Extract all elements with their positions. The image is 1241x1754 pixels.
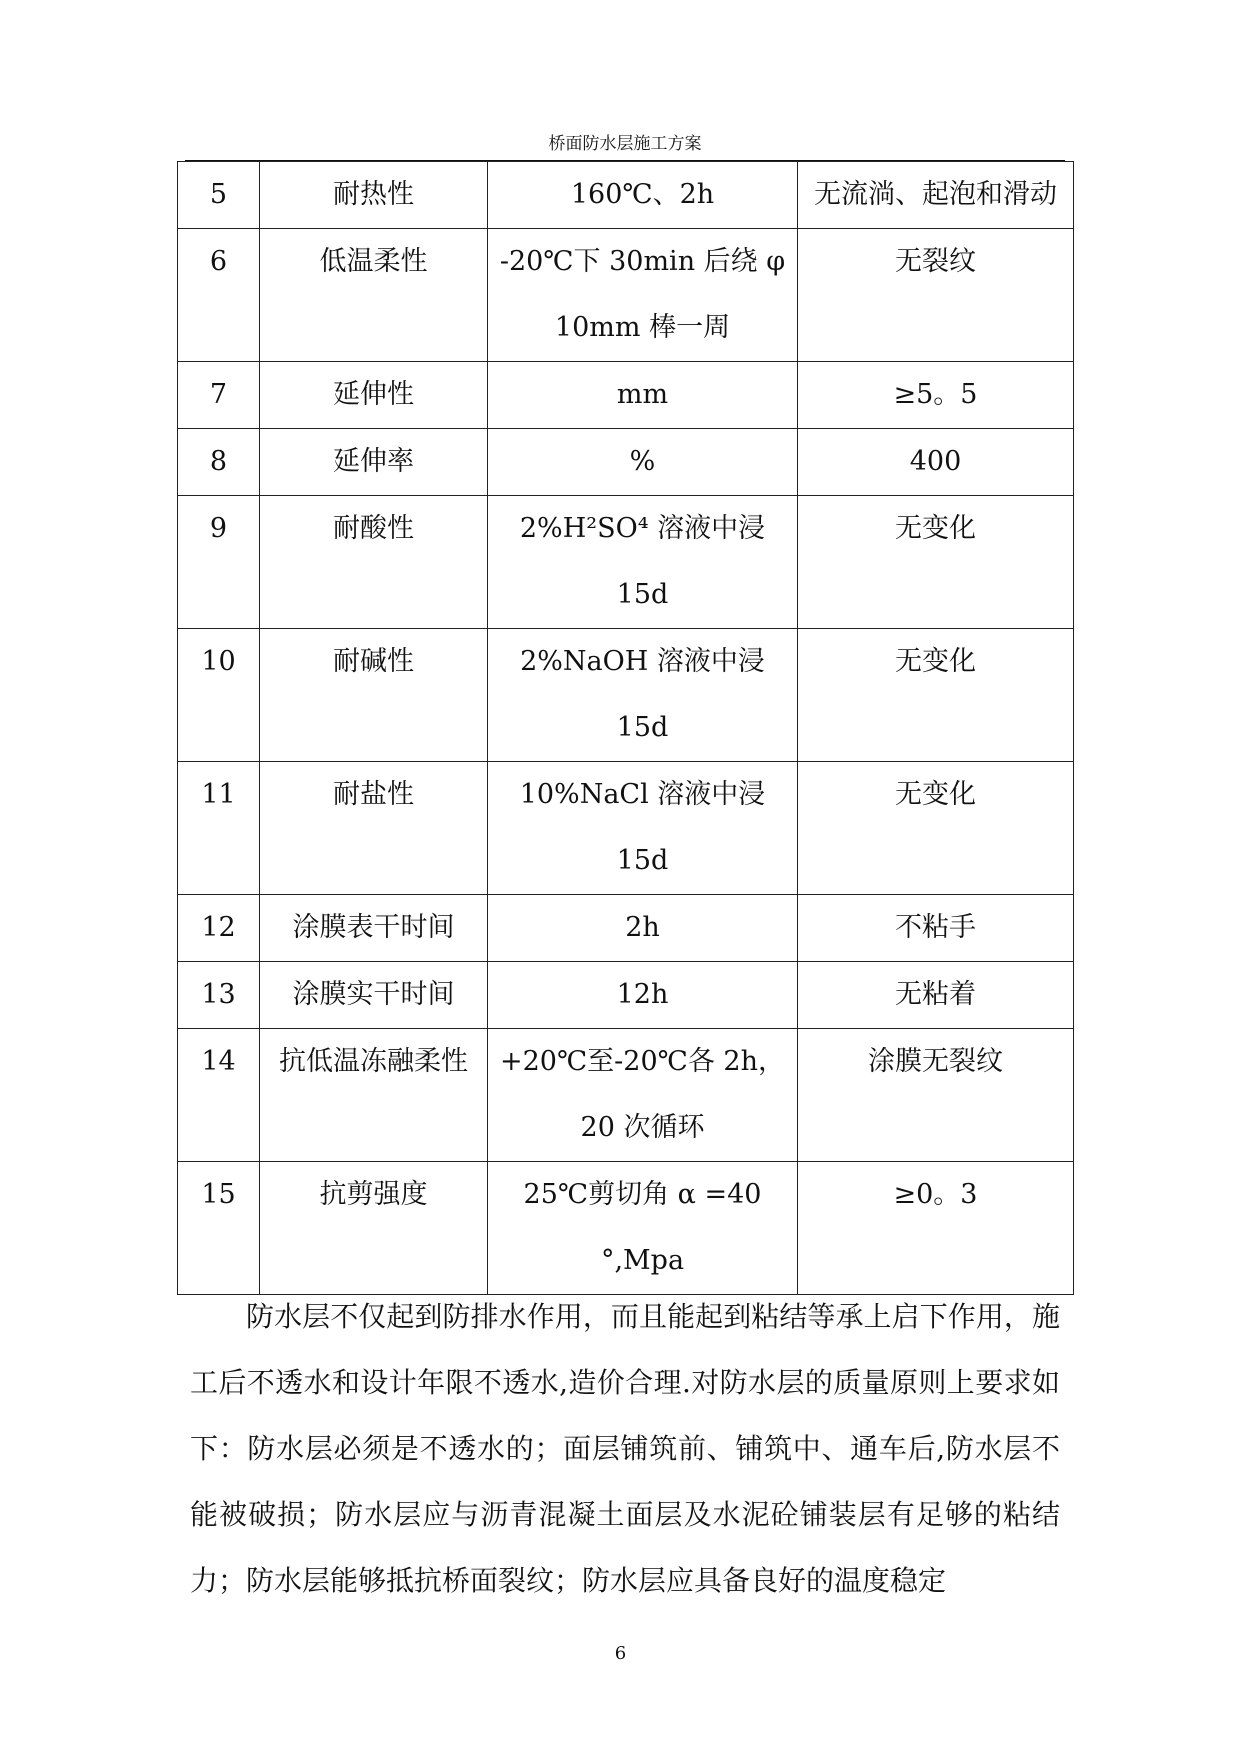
row-condition: 12h	[488, 962, 798, 1029]
page-header: 桥面防水层施工方案	[548, 134, 702, 154]
row-no: 8	[178, 429, 260, 496]
row-no: 15	[178, 1162, 260, 1295]
row-item: 涂膜实干时间	[260, 962, 488, 1029]
table-row	[178, 629, 1074, 762]
row-requirement: 无裂纹	[798, 229, 1074, 362]
row-item: 耐碱性	[260, 629, 488, 762]
row-item: 延伸性	[260, 362, 488, 429]
row-requirement: 无变化	[798, 629, 1074, 762]
row-no: 7	[178, 362, 260, 429]
row-condition: 2%H²SO⁴ 溶液中浸 15d	[488, 496, 798, 629]
row-condition: 2%NaOH 溶液中浸 15d	[488, 629, 798, 762]
row-condition: -20℃下 30min 后绕 φ 10mm 棒一周	[488, 229, 798, 362]
row-condition: mm	[488, 362, 798, 429]
row-condition: 160℃、2h	[488, 162, 798, 229]
row-item: 抗剪强度	[260, 1162, 488, 1295]
row-condition: 10%NaCl 溶液中浸 15d	[488, 762, 798, 895]
row-no: 12	[178, 895, 260, 962]
row-condition: +20℃至-20℃各 2h，20 次循环	[488, 1029, 798, 1162]
row-condition: 2h	[488, 895, 798, 962]
table-row	[178, 1029, 1074, 1162]
table-row	[178, 1162, 1074, 1295]
table-row	[178, 162, 1074, 229]
row-no: 6	[178, 229, 260, 362]
row-requirement: 无变化	[798, 496, 1074, 629]
row-item: 低温柔性	[260, 229, 488, 362]
row-item: 涂膜表干时间	[260, 895, 488, 962]
table-row	[178, 362, 1074, 429]
row-item: 耐热性	[260, 162, 488, 229]
row-requirement: 无流淌、起泡和滑动	[798, 162, 1074, 229]
table-row	[178, 762, 1074, 895]
row-item: 延伸率	[260, 429, 488, 496]
spec-table	[177, 161, 1074, 1295]
row-item: 耐酸性	[260, 496, 488, 629]
row-requirement: 无粘着	[798, 962, 1074, 1029]
row-no: 9	[178, 496, 260, 629]
row-no: 13	[178, 962, 260, 1029]
row-no: 5	[178, 162, 260, 229]
row-requirement: 400	[798, 429, 1074, 496]
table-row	[178, 962, 1074, 1029]
row-no: 14	[178, 1029, 260, 1162]
row-no: 11	[178, 762, 260, 895]
row-requirement: 涂膜无裂纹	[798, 1029, 1074, 1162]
table-row	[178, 496, 1074, 629]
row-requirement: ≥0。3	[798, 1162, 1074, 1295]
table-row	[178, 429, 1074, 496]
row-requirement: ≥5。5	[798, 362, 1074, 429]
row-condition: 25℃剪切角 α =40 °,Mpa	[488, 1162, 798, 1295]
table-row	[178, 895, 1074, 962]
row-item: 耐盐性	[260, 762, 488, 895]
row-item: 抗低温冻融柔性	[260, 1029, 488, 1162]
row-requirement: 不粘手	[798, 895, 1074, 962]
row-condition: %	[488, 429, 798, 496]
page-number: 6	[614, 1643, 627, 1664]
table-row	[178, 229, 1074, 362]
body-paragraph: 防水层不仅起到防排水作用，而且能起到粘结等承上启下作用，施工后不透水和设计年限不透水,造价合理.对防水层的质量原则上要求如下：防水层必须是不透水的；面层铺筑前、铺筑中、通车后,防水层不能被破损；防水层应与沥青混凝土面层及水泥砼铺装层有足够的粘结力；防水层能够抵抗桥面裂纹；防水层应具备良好的温度稳定	[190, 1300, 1060, 1597]
row-requirement: 无变化	[798, 762, 1074, 895]
row-no: 10	[178, 629, 260, 762]
